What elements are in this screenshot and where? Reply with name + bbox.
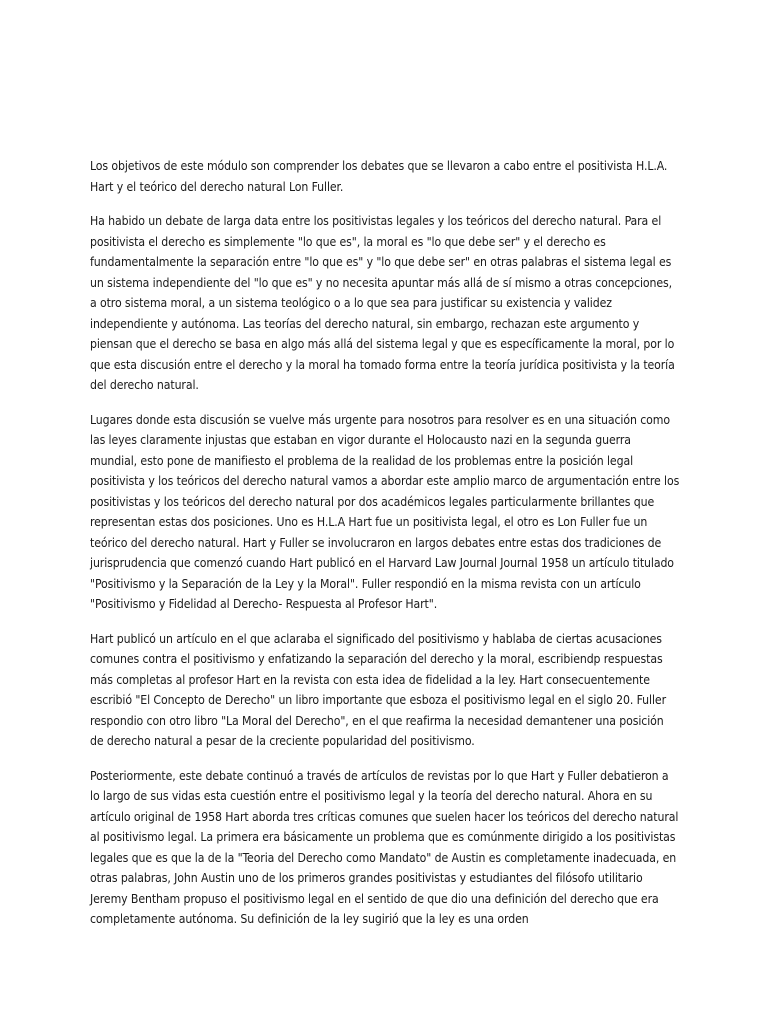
document-body: [90, 156, 680, 944]
paragraph-3: Lugares donde esta discusión se vuelve más urgente para nosotros para resolver es en una situación como las leyes claramente injustas que estaban en vigor durante el Holocausto nazi en la segunda guerra mundial, esto pone de manifiesto el problema de la realidad de los problemas entre la posición legal positivista y los teóricos del derecho natural vamos a abordar este amplio marco de argumentación entre los positivistas y los teóricos del derecho natural por dos académicos legales particularmente brillantes que representan estas dos posiciones. Uno es H.L.A Hart fue un positivista legal, el otro es Lon Fuller fue un teórico del derecho natural. Hart y Fuller se involucraron en largos debates entre estas dos tradiciones de jurisprudencia que comenzó cuando Hart publicó en el Harvard Law Journal Journal 1958 un artículo titulado "Positivismo y la Separación de la Ley y la Moral". Fuller respondió en la misma revista con un artículo "Positivismo y Fidelidad al Derecho- Respuesta al Profesor Hart".: [90, 412, 680, 611]
paragraph-2: Ha habido un debate de larga data entre los positivistas legales y los teóricos del derecho natural. Para el positivista el derecho es simplemente "lo que es", la moral es "lo que debe ser" y el derecho es fundamentalmente la separación entre "lo que es" y "lo que debe ser" en otras palabras el sistema legal es un sistema independiente del "lo que es" y no necesita apuntar más allá de sí mismo a otras concepciones, a otro sistema moral, a un sistema teológico o a lo que sea para justificar su existencia y validez independiente y autónoma. Las teorías del derecho natural, sin embargo, rechazan este argumento y piensan que el derecho se basa en algo más allá del sistema legal y que es específicamente la moral, por lo que esta discusión entre el derecho y la moral ha tomado forma entre la teoría jurídica positivista y la teoría del derecho natural.: [90, 214, 675, 392]
paragraph-5: Posteriormente, este debate continuó a través de artículos de revistas por lo que Hart y Fuller debatieron a lo largo de sus vidas esta cuestión entre el positivismo legal y la teoría del derecho natural. Ahora en su artículo original de 1958 Hart aborda tres críticas comunes que suelen hacer los teóricos del derecho natural al positivismo legal. La primera era básicamente un problema que es comúnmente dirigido a los positivistas legales que es que la de la "Teoria del Derecho como Mandato" de Austin es completamente inadecuada, en otras palabras, John Austin uno de los primeros grandes positivistas y estudiantes del filósofo utilitario Jeremy Bentham propuso el positivismo legal en el sentido de que dio una definición del derecho que era completamente autónoma. Su definición de la ley sugirió que la ley es una orden: [90, 768, 679, 926]
paragraph-4: Hart publicó un artículo en el que aclaraba el significado del positivismo y hablaba de ciertas acusaciones comunes contra el positivismo y enfatizando la separación del derecho y la moral, escribiendp respuestas más completas al profesor Hart en la revista con esta idea de fidelidad a la ley. Hart consecuentemente escribió "El Concepto de Derecho" un libro importante que esboza el positivismo legal en el siglo 20. Fuller respondio con otro libro "La Moral del Derecho", en el que reafirma la necesidad demantener una posición de derecho natural a pesar de la creciente popularidad del positivismo.: [90, 631, 666, 748]
paragraph-1: Los objetivos de este módulo son comprender los debates que se llevaron a cabo entre el positivista H.L.A. Hart y el teórico del derecho natural Lon Fuller.: [90, 159, 668, 194]
